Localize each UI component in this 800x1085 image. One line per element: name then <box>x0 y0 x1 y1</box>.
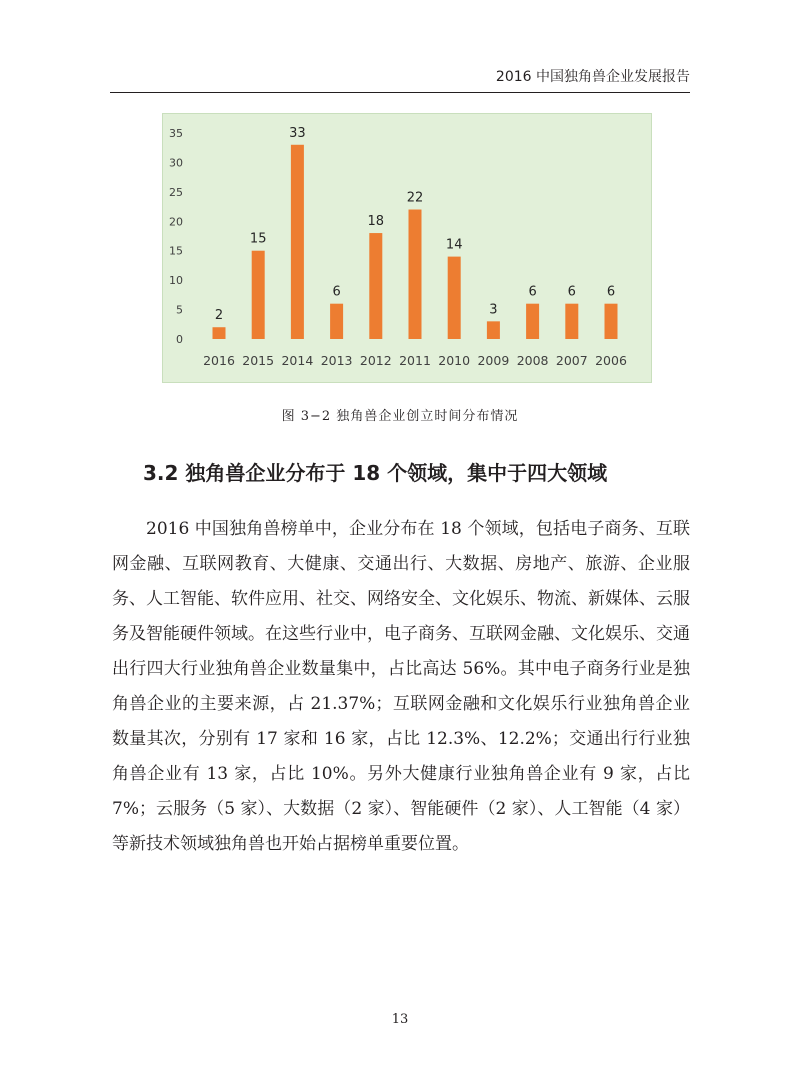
bar-2014 <box>291 145 304 339</box>
chart-canvas <box>163 114 651 382</box>
bar-2006 <box>605 304 618 339</box>
x-label-2016: 2016 <box>203 353 235 368</box>
data-label-2013: 6 <box>332 284 341 300</box>
bar-2012 <box>369 233 382 339</box>
data-label-2014: 33 <box>289 125 306 141</box>
bar-2015 <box>252 251 265 339</box>
section-heading: 3.2 独角兽企业分布于 18 个领域，集中于四大领域 <box>143 461 608 485</box>
data-label-2011: 22 <box>406 190 424 206</box>
x-label-2006: 2006 <box>595 353 627 368</box>
data-label-2010: 14 <box>445 237 463 253</box>
x-axis-labels <box>203 353 627 368</box>
x-label-2014: 2014 <box>281 353 314 368</box>
data-label-2006: 6 <box>606 284 616 300</box>
x-label-2012: 2012 <box>359 353 392 368</box>
x-label-2015: 2015 <box>242 353 275 368</box>
bar-2013 <box>330 304 343 339</box>
y-tick-label: 25 <box>169 185 183 199</box>
header-divider <box>110 92 690 93</box>
chart-bars <box>213 145 618 339</box>
bar-2011 <box>409 210 422 339</box>
data-label-2007: 6 <box>567 284 576 300</box>
body-paragraph: 2016 中国独角兽榜单中，企业分布在 18 个领域，包括电子商务、互联网金融、互联网教育、大健康、交通出行、大数据、房地产、旅游、企业服务、人工智能、软件应用、社交、网络安全、文化娱乐、物流、新媒体、云服务及智能硬件领域。在这些行业中，电子商务、互联网金融、文化娱乐、交通出行四大行业独角兽企业数量集中，占比高达 56%。其中电子商务行业是独角兽企业的主要来源，占 21.37%；互联网金融和文化娱乐行业独角兽企业数量其次，分别有 17 家和 16 家，占比 12.3%、12.2%；交通出行行业独角兽企业有 13 家，占比 10%。另外大健康行业独角兽企业有 9 家，占比 7%；云服务（5 家）、大数据（2 家）、智能硬件（2 家）、人工智能（4 家）等新技术领域独角兽也开始占据榜单重要位置。 <box>112 519 690 854</box>
y-tick-label: 15 <box>169 244 183 258</box>
bar-2007 <box>565 304 578 339</box>
y-tick-label: 0 <box>176 333 183 346</box>
x-label-2013: 2013 <box>320 353 353 368</box>
bar-2016 <box>213 327 226 339</box>
bar-2009 <box>487 321 500 339</box>
y-tick-label: 35 <box>169 127 183 140</box>
x-label-2008: 2008 <box>516 353 549 368</box>
y-axis-ticks <box>169 127 183 346</box>
data-label-2015: 15 <box>249 231 267 247</box>
y-tick-label: 20 <box>169 215 183 229</box>
founding-year-bar-chart <box>162 113 652 383</box>
data-label-2016: 2 <box>214 308 224 324</box>
x-label-2009: 2009 <box>477 353 510 368</box>
figure-caption: 图 3−2 独角兽企业创立时间分布情况 <box>281 409 519 424</box>
data-label-2012: 18 <box>367 214 385 230</box>
y-tick-label: 5 <box>176 303 183 317</box>
x-label-2010: 2010 <box>438 353 471 368</box>
data-label-2008: 6 <box>528 284 537 300</box>
y-tick-label: 30 <box>169 156 183 170</box>
running-header: 2016 中国独角兽企业发展报告 <box>495 69 690 85</box>
bar-2008 <box>526 304 539 339</box>
page-number: 13 <box>391 1012 409 1027</box>
x-label-2007: 2007 <box>555 353 588 368</box>
data-label-2009: 3 <box>489 302 498 318</box>
y-tick-label: 10 <box>169 274 183 288</box>
x-label-2011: 2011 <box>399 353 431 368</box>
bar-2010 <box>448 257 461 339</box>
